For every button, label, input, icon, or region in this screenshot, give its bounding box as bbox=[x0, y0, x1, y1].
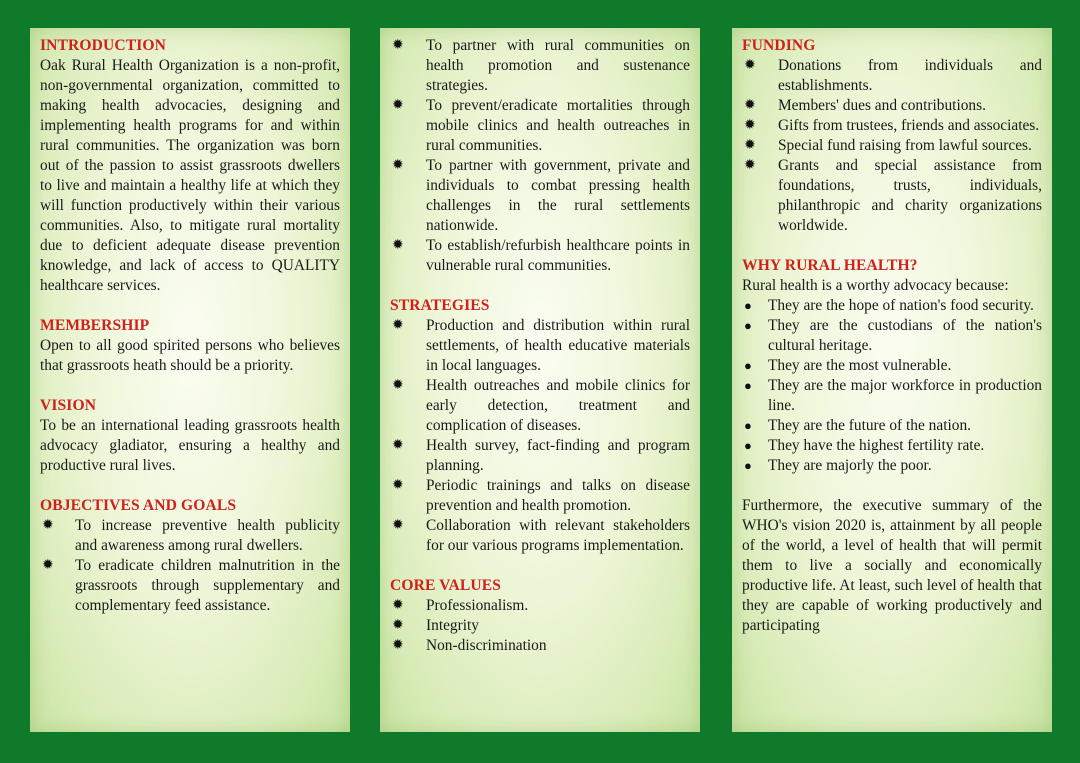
list-item: ✹ To eradicate children malnutrition in the grassroots through supplementary and complementary feed assistance. bbox=[40, 556, 340, 616]
list-item: ✹ Donations from individuals and establishments. bbox=[742, 56, 1042, 96]
objectives-continued-list bbox=[390, 36, 690, 276]
list-item: ● They are the hope of nation's food security. bbox=[742, 296, 1042, 316]
list-item: ● They are majorly the poor. bbox=[742, 456, 1042, 476]
brochure-panel-left bbox=[30, 28, 350, 732]
list-item: ✹ Integrity bbox=[390, 616, 690, 636]
objectives-list bbox=[40, 516, 340, 616]
list-item: ✹ Non-discrimination bbox=[390, 636, 690, 656]
list-item: ✹ To increase preventive health publicity and awareness among rural dwellers. bbox=[40, 516, 340, 556]
list-item: ✹ Periodic trainings and talks on disease prevention and health promotion. bbox=[390, 476, 690, 516]
list-item: ● They are the future of the nation. bbox=[742, 416, 1042, 436]
list-item: ✹ To establish/refurbish healthcare points in vulnerable rural communities. bbox=[390, 236, 690, 276]
list-item: ✹ Members' dues and contributions. bbox=[742, 96, 1042, 116]
brochure-panel-middle bbox=[380, 28, 700, 732]
list-item: ✹ Production and distribution within rural settlements, of health educative materials in local languages. bbox=[390, 316, 690, 376]
list-item: ● They have the highest fertility rate. bbox=[742, 436, 1042, 456]
introduction-heading: INTRODUCTION bbox=[40, 37, 166, 54]
list-item: ✹ Grants and special assistance from foundations, trusts, individuals, philanthropic and charity organizations worldwide. bbox=[742, 156, 1042, 236]
funding-list bbox=[742, 56, 1042, 236]
why-rural-health-intro: Rural health is a worthy advocacy because: bbox=[742, 277, 1009, 294]
why-rural-health-heading: WHY RURAL HEALTH? bbox=[742, 257, 918, 274]
list-item: ✹ Health outreaches and mobile clinics for early detection, treatment and complication of diseases. bbox=[390, 376, 690, 436]
list-item: ● They are the major workforce in production line. bbox=[742, 376, 1042, 416]
introduction-text: Oak Rural Health Organization is a non-profit, non-governmental organization, committed to making health advocacies, designing and implementing health programs for and within rural communities. The organization was born out of the passion to assist grassroots dwellers to live and maintain a healthy life at which they will function productively within their various communities. Also, to mitigate rural mortality due to deficient adequate disease prevention knowledge, and lack of access to QUALITY healthcare services. bbox=[40, 57, 340, 294]
list-item: ✹ Collaboration with relevant stakeholders for our various programs implementation. bbox=[390, 516, 690, 556]
list-item: ● They are the custodians of the nation's cultural heritage. bbox=[742, 316, 1042, 356]
list-item: ✹ Health survey, fact-finding and program planning. bbox=[390, 436, 690, 476]
vision-heading: VISION bbox=[40, 397, 97, 414]
why-rural-health-closing: Furthermore, the executive summary of the WHO's vision 2020 is, attainment by all people of the world, a level of health that will permit them to live a socially and economically productive life. At least, such level of health that they are capable of working productively and participating bbox=[742, 497, 1042, 634]
membership-heading: MEMBERSHIP bbox=[40, 317, 150, 334]
membership-text: Open to all good spirited persons who believes that grassroots heath should be a priority. bbox=[40, 337, 340, 374]
strategies-list bbox=[390, 316, 690, 556]
list-item: ✹ Special fund raising from lawful sources. bbox=[742, 136, 1042, 156]
core-values-list bbox=[390, 596, 690, 656]
list-item: ✹ To prevent/eradicate mortalities through mobile clinics and health outreaches in rural communities. bbox=[390, 96, 690, 156]
vision-text: To be an international leading grassroots health advocacy gladiator, ensuring a healthy and productive rural lives. bbox=[40, 417, 340, 474]
objectives-heading: OBJECTIVES AND GOALS bbox=[40, 497, 237, 514]
list-item: ✹ Gifts from trustees, friends and associates. bbox=[742, 116, 1042, 136]
list-item: ● They are the most vulnerable. bbox=[742, 356, 1042, 376]
core-values-heading: CORE VALUES bbox=[390, 577, 502, 594]
why-rural-health-list bbox=[742, 296, 1042, 476]
list-item: ✹ To partner with government, private and individuals to combat pressing health challenges in the rural settlements nationwide. bbox=[390, 156, 690, 236]
brochure-panel-right bbox=[732, 28, 1052, 732]
list-item: ✹ Professionalism. bbox=[390, 596, 690, 616]
list-item: ✹ To partner with rural communities on health promotion and sustenance strategies. bbox=[390, 36, 690, 96]
strategies-heading: STRATEGIES bbox=[390, 297, 490, 314]
funding-heading: FUNDING bbox=[742, 37, 816, 54]
